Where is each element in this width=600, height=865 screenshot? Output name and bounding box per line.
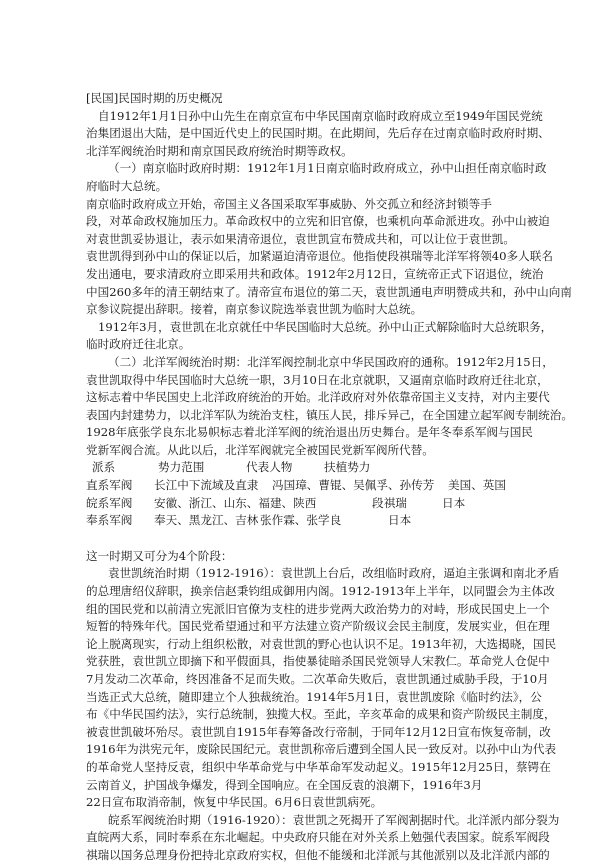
text-line: 祺瑞以国务总理身份把持北京政府实权，但他不能缓和北洋派与其他派别以及北洋派内部的 [86,847,550,862]
text-line: 的总理唐绍仪辞职，换亲信赵秉钧组成御用内阁。1912-1913年上半年，以同盟会为主体改 [86,584,555,599]
text-line: 党获胜，袁世凯立即摘下和平假面具，指使暴徒暗杀国民党领导人宋教仁。革命党人仓促中 [86,654,550,669]
text-line: 临时政府迁往北京。 [86,337,191,352]
text-line: 短暂的特殊年代。国民党希望通过和平方法建立资产阶级议会民主制度，发展实业，但在理 [86,619,550,634]
table-header-row [86,459,514,477]
text-line: 22日宣布取消帝制，恢复中华民国。6月6日袁世凯病死。 [86,795,383,810]
text-line: 自1912年1月1日孙中山先生在南京宣布中华民国南京临时政府成立至1949年国民党统 [98,108,543,123]
intro-paragraph [86,108,550,161]
text-line: 当选正式大总统，随即建立个人独裁统治。1914年5月1日，袁世凯废除《临时约法》，公 [86,689,542,704]
text-line: 布《中华民国约法》，实行总统制，独揽大权。至此，辛亥革命的成果和资产阶级民主制度， [86,707,556,722]
table-cell: 安徽、浙江、山东、福建、陕西 [154,495,317,510]
text-line: （一）南京临时政府时期：1912年1月1日南京临时政府成立，孙中山担任南京临时政 [108,161,547,176]
stage-yuan-shikai [86,565,560,811]
text-line: 的革命党人坚持反袁，组织中华革命党与中华革命军发动起义。1915年12月25日，蔡锷在 [86,759,551,774]
section-beiyang-warlords [86,354,573,460]
document-title: [民国]民国时期的历史概况 [86,91,223,105]
stages-intro: 这一时期又可分为4个阶段： [86,548,233,563]
warlord-factions-table [86,459,514,529]
text-line: 对袁世凯妥协退让，表示如果清帝退位，袁世凯宣布赞成共和，可以让位于袁世凯。 [86,231,515,246]
text-line: 京参议院提出辞职。接着，南京参议院选举袁世凯为临时大总统。 [86,302,423,317]
text-line: 中国260多年的清王朝结束了。清帝宣布退位的第二天，袁世凯通电声明赞成共和，孙中山向南 [86,284,572,299]
text-line: 袁世凯取得中华民国临时大总统一职，3月10日在北京就职，又逼南京临时政府迁往北京， [86,372,549,387]
text-line: 1916年为洪宪元年，废除民国纪元。袁世凯称帝后遭到全国人民一致反对。以孙中山为代表 [86,742,557,757]
text-line: 党新军阀合流。从此以后，北洋军阀就完全被国民党新军阀所代替。 [86,442,434,457]
text-line: 袁世凯得到孙中山的保证以后，加紧逼迫清帝退位。他指使段祺瑞等北洋军将领40多人联名 [86,249,553,264]
table-cell: 段祺瑞 [372,495,407,510]
text-line: 云南首义，护国战争爆发，得到全国响应。在全国反袁的浪潮下，1916年3月 [86,777,483,792]
table-cell: 奉天、黑龙江、吉林 [154,513,259,528]
document-page [86,90,573,865]
table-cell: 奉系军阀 [86,513,133,528]
spacer [86,530,514,548]
table-row [86,495,514,513]
table-cell: 直系军阀 [86,478,133,493]
text-line: 袁世凯统治时期（1912-1916）：袁世凯上台后，改组临时政府，逼迫主张调和南北矛盾 [108,566,560,581]
table-cell: 长江中下流域及直隶 [154,478,259,493]
table-cell: 日本 [442,495,466,510]
table-header-cell: 势力范围 [158,460,205,475]
text-line: 被袁世凯破坏殆尽。袁世凯自1915年春筹备改行帝制，于同年12月12日宣布恢复帝制，改 [86,724,551,739]
stage-anhui-clique [86,812,560,865]
text-line: 1912年3月，袁世凯在北京就任中华民国临时大总统。孙中山正式解除临时大总统职务， [98,319,553,334]
text-line: 南京临时政府成立开始，帝国主义各国采取军事威胁、外交孤立和经济封锁等手 [86,196,492,211]
text-line: 表国内封建势力，以北洋军队为统治支柱，镇压人民，排斥异己，在全国建立起军阀专制统治。 [86,407,573,422]
table-header-cell: 派系 [92,460,116,475]
table-row [86,512,514,530]
table-cell: 美国、英国 [448,478,506,493]
table-row [86,477,514,495]
section-1912-march [86,319,553,354]
table-cell: 冯国璋、曹锟、吴佩孚、孙传芳 [272,478,435,493]
text-line: 直皖两大系，同时奉系在东北崛起。中央政府只能在对外关系上勉强代表国家。皖系军阀段 [86,830,550,845]
table-cell: 张作霖、张学良 [260,513,342,528]
text-line: 府临时大总统。 [86,178,168,193]
text-line: 1928年底张学良东北易帜标志着北洋军阀的统治退出历史舞台。是年冬奉系军阀与国民 [86,425,533,440]
text-line: （二）北洋军阀统治时期：北洋军阀控制北京中华民国政府的通称。1912年2月15日， [108,354,554,369]
text-line: 发出通电，要求清政府立即采用共和政体。1912年2月12日，宣统帝正式下诏退位，统治 [86,266,544,281]
section-nanjing-provisional-government [86,160,572,318]
text-line: 组的国民党和以前清立宪派旧官僚为支柱的进步党两大政治势力的对峙，形成民国史上一个 [86,601,550,616]
text-line: 治集团退出大陆，是中国近代史上的民国时期。在此期间，先后存在过南京临时政府时期、 [86,126,550,141]
table-header-cell: 扶植势力 [324,460,371,475]
text-line: 皖系军阀统治时期（1916-1920）：袁世凯之死揭开了军阀割据时代。北洋派内部分裂为 [108,812,560,827]
text-line: 段，对革命政权施加压力。革命政权中的立宪和旧官僚，也乘机向革命派进攻。孙中山被迫 [86,214,550,229]
table-header-cell: 代表人物 [246,460,293,475]
text-line: 北洋军阀统治时期和南京国民政府统治时期等政权。 [86,143,353,158]
text-line: 7月发动二次革命，终因准备不足而失败。二次革命失败后，袁世凯通过威胁手段，于10月 [86,672,549,686]
table-cell: 皖系军阀 [86,495,133,510]
text-line: 这标志着中华民国史上北洋政府统治的开始。北洋政府对外依靠帝国主义支持，对内主要代 [86,390,550,405]
text-line: 论上脱离现实，行动上组织松散，对袁世凯的野心也认识不足。1913年初，大选揭晓，国民 [86,636,557,651]
table-cell: 日本 [388,513,412,528]
